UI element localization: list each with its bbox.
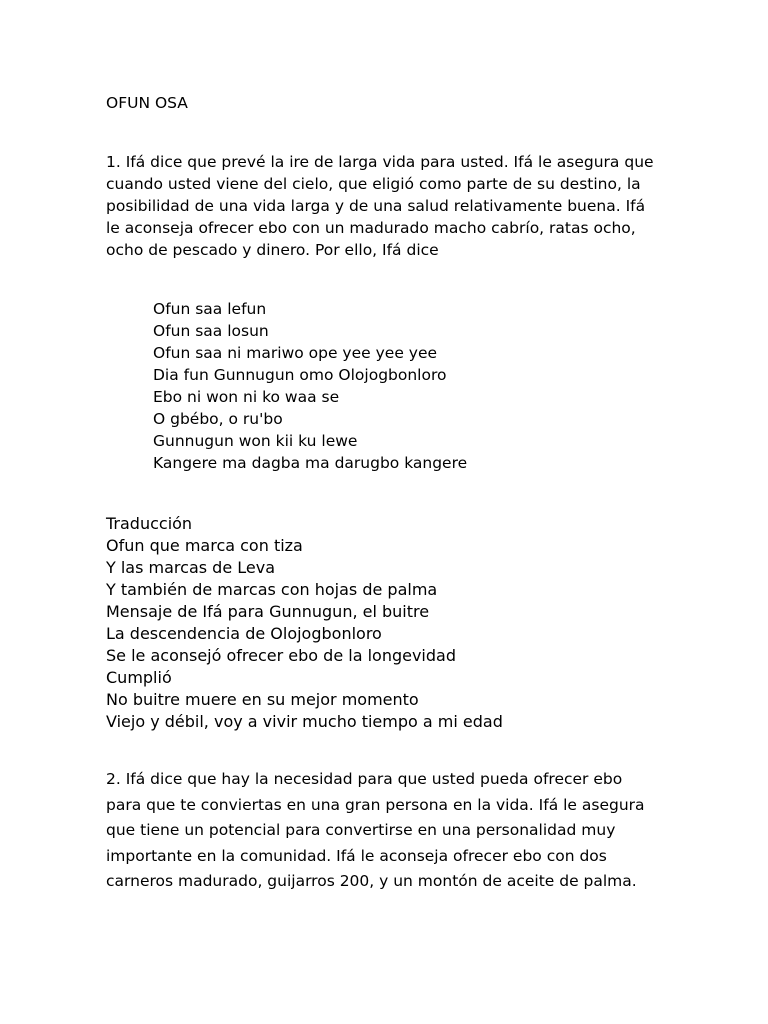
- translation-line: Cumplió: [106, 668, 172, 687]
- verse-line: Ofun saa losun: [153, 322, 269, 340]
- translation-heading: Traducción: [106, 514, 193, 533]
- paragraph-line: 2. Ifá dice que hay la necesidad para que usted pueda ofrecer ebo: [106, 770, 623, 788]
- verse-line: Ebo ni won ni ko waa se: [153, 388, 340, 406]
- translation-line: Mensaje de Ifá para Gunnugun, el buitre: [106, 602, 430, 621]
- verse-line: Ofun saa ni mariwo ope yee yee yee: [153, 344, 438, 362]
- paragraph-line: carneros madurado, guijarros 200, y un montón de aceite de palma.: [106, 872, 637, 890]
- translation-line: No buitre muere en su mejor momento: [106, 690, 419, 709]
- translation-line: La descendencia de Olojogbonloro: [106, 624, 382, 643]
- verse-line: O gbébo, o ru'bo: [153, 410, 283, 428]
- paragraph-line: posibilidad de una vida larga y de una salud relativamente buena. Ifá: [106, 197, 646, 215]
- verse-line: Ofun saa lefun: [153, 300, 267, 318]
- verse-line: Dia fun Gunnugun omo Olojogbonloro: [153, 366, 447, 384]
- verse-line: Gunnugun won kii ku lewe: [153, 432, 358, 450]
- paragraph-line: que tiene un potencial para convertirse en una personalidad muy: [106, 821, 616, 839]
- paragraph-line: 1. Ifá dice que prevé la ire de larga vida para usted. Ifá le asegura que: [106, 153, 654, 171]
- paragraph-line: importante en la comunidad. Ifá le aconseja ofrecer ebo con dos: [106, 846, 607, 865]
- paragraph-line: ocho de pescado y dinero. Por ello, Ifá dice: [106, 241, 439, 259]
- translation-line: Y las marcas de Leva: [106, 558, 276, 577]
- document-title: OFUN OSA: [106, 94, 188, 112]
- translation-line: Y también de marcas con hojas de palma: [106, 580, 438, 599]
- verse-line: Kangere ma dagba ma darugbo kangere: [153, 454, 468, 472]
- paragraph-line: le aconseja ofrecer ebo con un madurado macho cabrío, ratas ocho,: [106, 219, 636, 237]
- translation-line: Viejo y débil, voy a vivir mucho tiempo a mi edad: [106, 712, 503, 731]
- translation-line: Ofun que marca con tiza: [106, 536, 303, 555]
- paragraph-line: cuando usted viene del cielo, que eligió como parte de su destino, la: [106, 175, 641, 193]
- translation-line: Se le aconsejó ofrecer ebo de la longevidad: [106, 646, 456, 665]
- paragraph-line: para que te conviertas en una gran persona en la vida. Ifá le asegura: [106, 795, 645, 814]
